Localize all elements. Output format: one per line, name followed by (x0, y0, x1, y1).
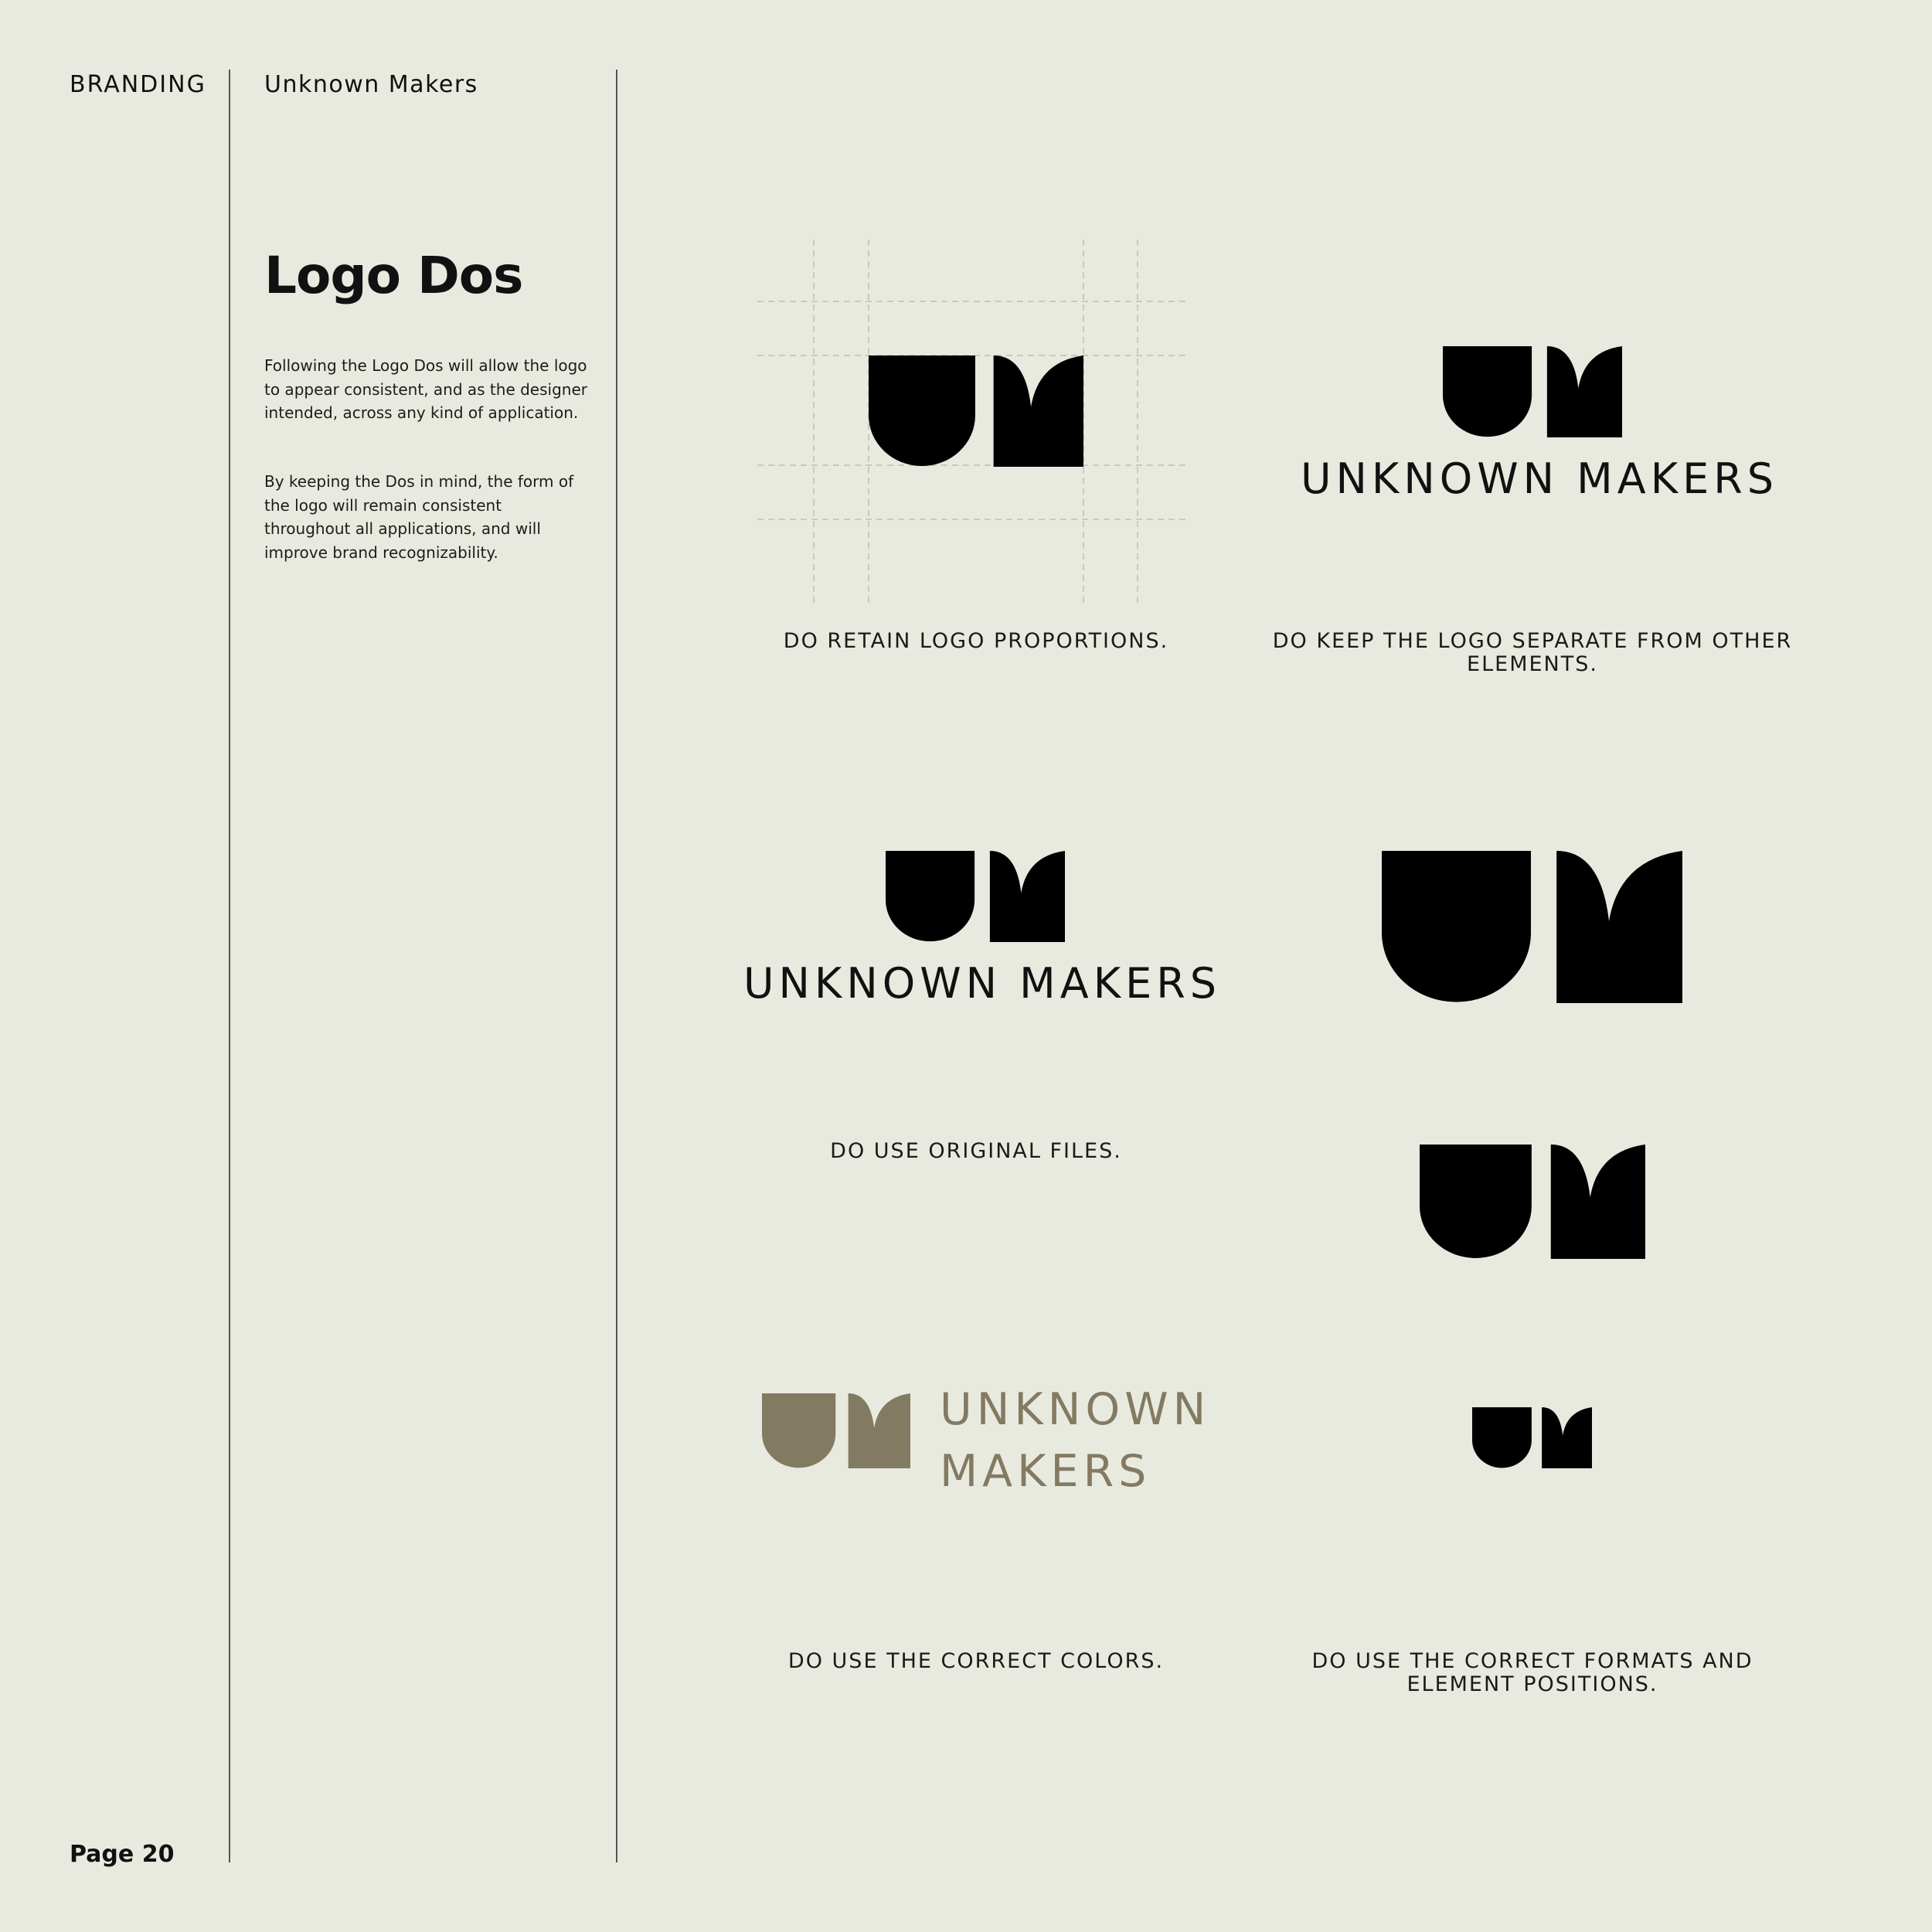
caption-formats: DO USE THE CORRECT FORMATS AND ELEMENT POSITIONS. (1311, 1649, 1753, 1696)
um-logo-mark-icon (1382, 851, 1682, 1003)
wordmark-line-2: MAKERS (940, 1446, 1151, 1497)
um-logo-mark-icon (869, 355, 1083, 467)
page-number: Page 20 (70, 1841, 175, 1868)
page-title: Logo Dos (264, 246, 523, 305)
column-divider-right (616, 70, 617, 1862)
um-logo-mark-icon (1472, 1407, 1592, 1468)
caption-original-files: DO USE ORIGINAL FILES. (830, 1139, 1122, 1163)
caption-separate: DO KEEP THE LOGO SEPARATE FROM OTHER ELEMENTS. (1272, 629, 1793, 676)
intro-paragraph-1: Following the Logo Dos will allow the logo to appear consistent, and as the designer intended, across any kind of application. (264, 356, 587, 422)
caption-proportions: DO RETAIN LOGO PROPORTIONS. (783, 629, 1169, 653)
wordmark: UNKNOWN MAKERS (1301, 454, 1779, 503)
um-logo-mark-icon (762, 1393, 910, 1468)
wordmark: UNKNOWN MAKERS (743, 959, 1222, 1008)
wordmark-line-1: UNKNOWN (940, 1384, 1211, 1435)
um-logo-mark-icon (1420, 1145, 1645, 1259)
caption-colors: DO USE THE CORRECT COLORS. (787, 1649, 1165, 1673)
brand-name: Unknown Makers (264, 71, 478, 98)
column-divider-left (229, 70, 230, 1862)
wordmark-stacked (940, 1379, 1210, 1502)
um-logo-mark-icon (1443, 346, 1622, 437)
um-logo-mark-icon (886, 851, 1065, 942)
intro-paragraph-2: By keeping the Dos in mind, the form of the logo will remain consistent throughout all applications, and will improve brand recognizability. (264, 472, 574, 562)
section-label: BRANDING (70, 71, 206, 98)
